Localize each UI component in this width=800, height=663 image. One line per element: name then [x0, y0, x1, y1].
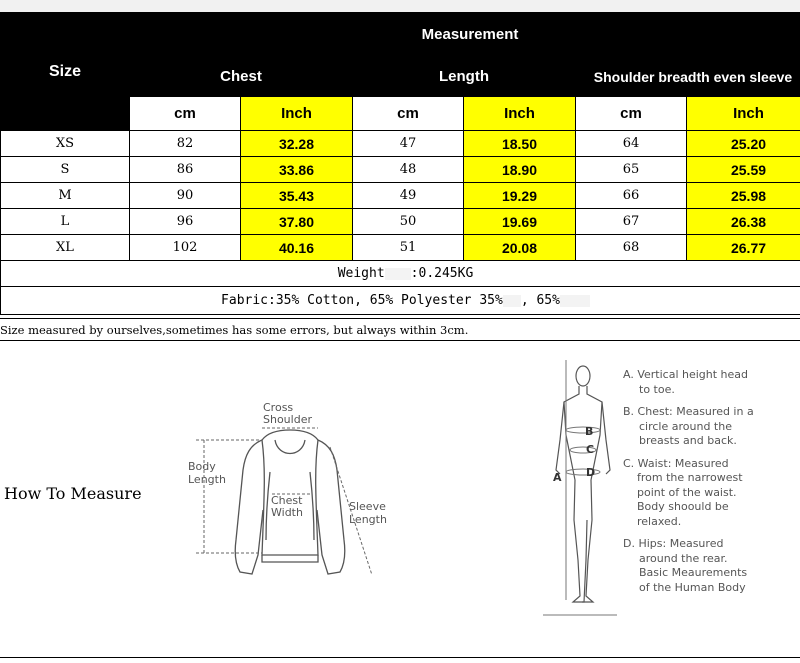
chest-inch: 40.16 [241, 235, 353, 261]
body-length-label-1: Body [188, 460, 216, 473]
body-length-label-2: Length [188, 473, 226, 486]
body-label-d: D [586, 466, 596, 479]
chest-inch: 35.43 [241, 183, 353, 209]
shoulder-cm: 64 [576, 131, 687, 157]
weight-label: Weight [337, 266, 385, 281]
length-inch-header: Inch [464, 97, 576, 131]
chest-header: Chest [130, 57, 353, 97]
chest-cm: 86 [130, 157, 241, 183]
chest-cm: 96 [130, 209, 241, 235]
table-row [1, 209, 800, 235]
shoulder-cm: 65 [576, 157, 687, 183]
length-inch: 19.29 [464, 183, 576, 209]
table-row [1, 183, 800, 209]
definition-c: C. Waist: Measured from the narrowest point of the waist. Body shoould be relaxed. [623, 456, 743, 528]
shoulder-inch: 25.20 [687, 131, 800, 157]
size-label: XS [1, 131, 130, 157]
weight-row [1, 261, 800, 287]
chest-inch: 32.28 [241, 131, 353, 157]
length-inch: 19.69 [464, 209, 576, 235]
length-cm: 49 [353, 183, 464, 209]
shirt-diagram [180, 395, 400, 595]
cross-shoulder-label-1: Cross [263, 401, 294, 414]
sleeve-length-label-1: Sleeve [349, 500, 386, 513]
chest-cm: 82 [130, 131, 241, 157]
measurement-header: Measurement [130, 13, 800, 57]
size-chart-table [0, 12, 800, 315]
body-label-b: B [585, 425, 594, 438]
shoulder-cm: 67 [576, 209, 687, 235]
length-cm: 51 [353, 235, 464, 261]
measurement-note: Size measured by ourselves,sometimes has some errors, but always within 3cm. [0, 318, 800, 341]
chest-inch-header: Inch [241, 97, 353, 131]
length-inch: 18.50 [464, 131, 576, 157]
chest-cm-header: cm [130, 97, 241, 131]
shoulder-cm: 68 [576, 235, 687, 261]
shoulder-header: Shoulder breadth even sleeve [576, 57, 800, 97]
chest-inch: 37.80 [241, 209, 353, 235]
length-inch: 20.08 [464, 235, 576, 261]
definition-d: D. Hips: Measured around the rear. Basic Meaurements of the Human Body [623, 537, 748, 594]
measurement-definitions [623, 368, 793, 603]
length-inch: 18.90 [464, 157, 576, 183]
size-label: XL [1, 235, 130, 261]
table-row [1, 235, 800, 261]
fabric-row [1, 287, 800, 315]
body-diagram [540, 360, 620, 620]
size-header: Size [1, 13, 130, 131]
sleeve-length-label-2: Length [349, 513, 387, 526]
length-header: Length [353, 57, 576, 97]
chest-width-label-2: Width [271, 506, 303, 519]
body-label-a: A [553, 471, 562, 484]
size-label: L [1, 209, 130, 235]
length-cm: 47 [353, 131, 464, 157]
chest-cm: 102 [130, 235, 241, 261]
table-row [1, 131, 800, 157]
definition-b: B. Chest: Measured in a circle around the breasts and back. [623, 405, 754, 447]
shoulder-inch: 26.77 [687, 235, 800, 261]
body-label-c: C [586, 443, 595, 456]
weight-value: :0.245KG [410, 266, 474, 281]
definition-a: A. Vertical height head to toe. [623, 368, 749, 396]
table-row [1, 157, 800, 183]
shoulder-cm: 66 [576, 183, 687, 209]
shoulder-inch: 25.59 [687, 157, 800, 183]
shoulder-inch-header: Inch [687, 97, 800, 131]
shoulder-inch: 25.98 [687, 183, 800, 209]
shoulder-inch: 26.38 [687, 209, 800, 235]
cross-shoulder-label-2: Shoulder [263, 413, 312, 426]
chest-width-label-1: Chest [271, 494, 303, 507]
chest-cm: 90 [130, 183, 241, 209]
size-label: S [1, 157, 130, 183]
length-cm-header: cm [353, 97, 464, 131]
length-cm: 50 [353, 209, 464, 235]
fabric-text: Fabric:35% Cotton, 65% Polyester 35% [221, 293, 503, 308]
fabric-text-2: , 65% [520, 293, 560, 308]
size-label: M [1, 183, 130, 209]
top-band [0, 0, 800, 12]
length-cm: 48 [353, 157, 464, 183]
how-to-measure-title: How To Measure [4, 484, 142, 503]
chest-inch: 33.86 [241, 157, 353, 183]
shoulder-cm-header: cm [576, 97, 687, 131]
